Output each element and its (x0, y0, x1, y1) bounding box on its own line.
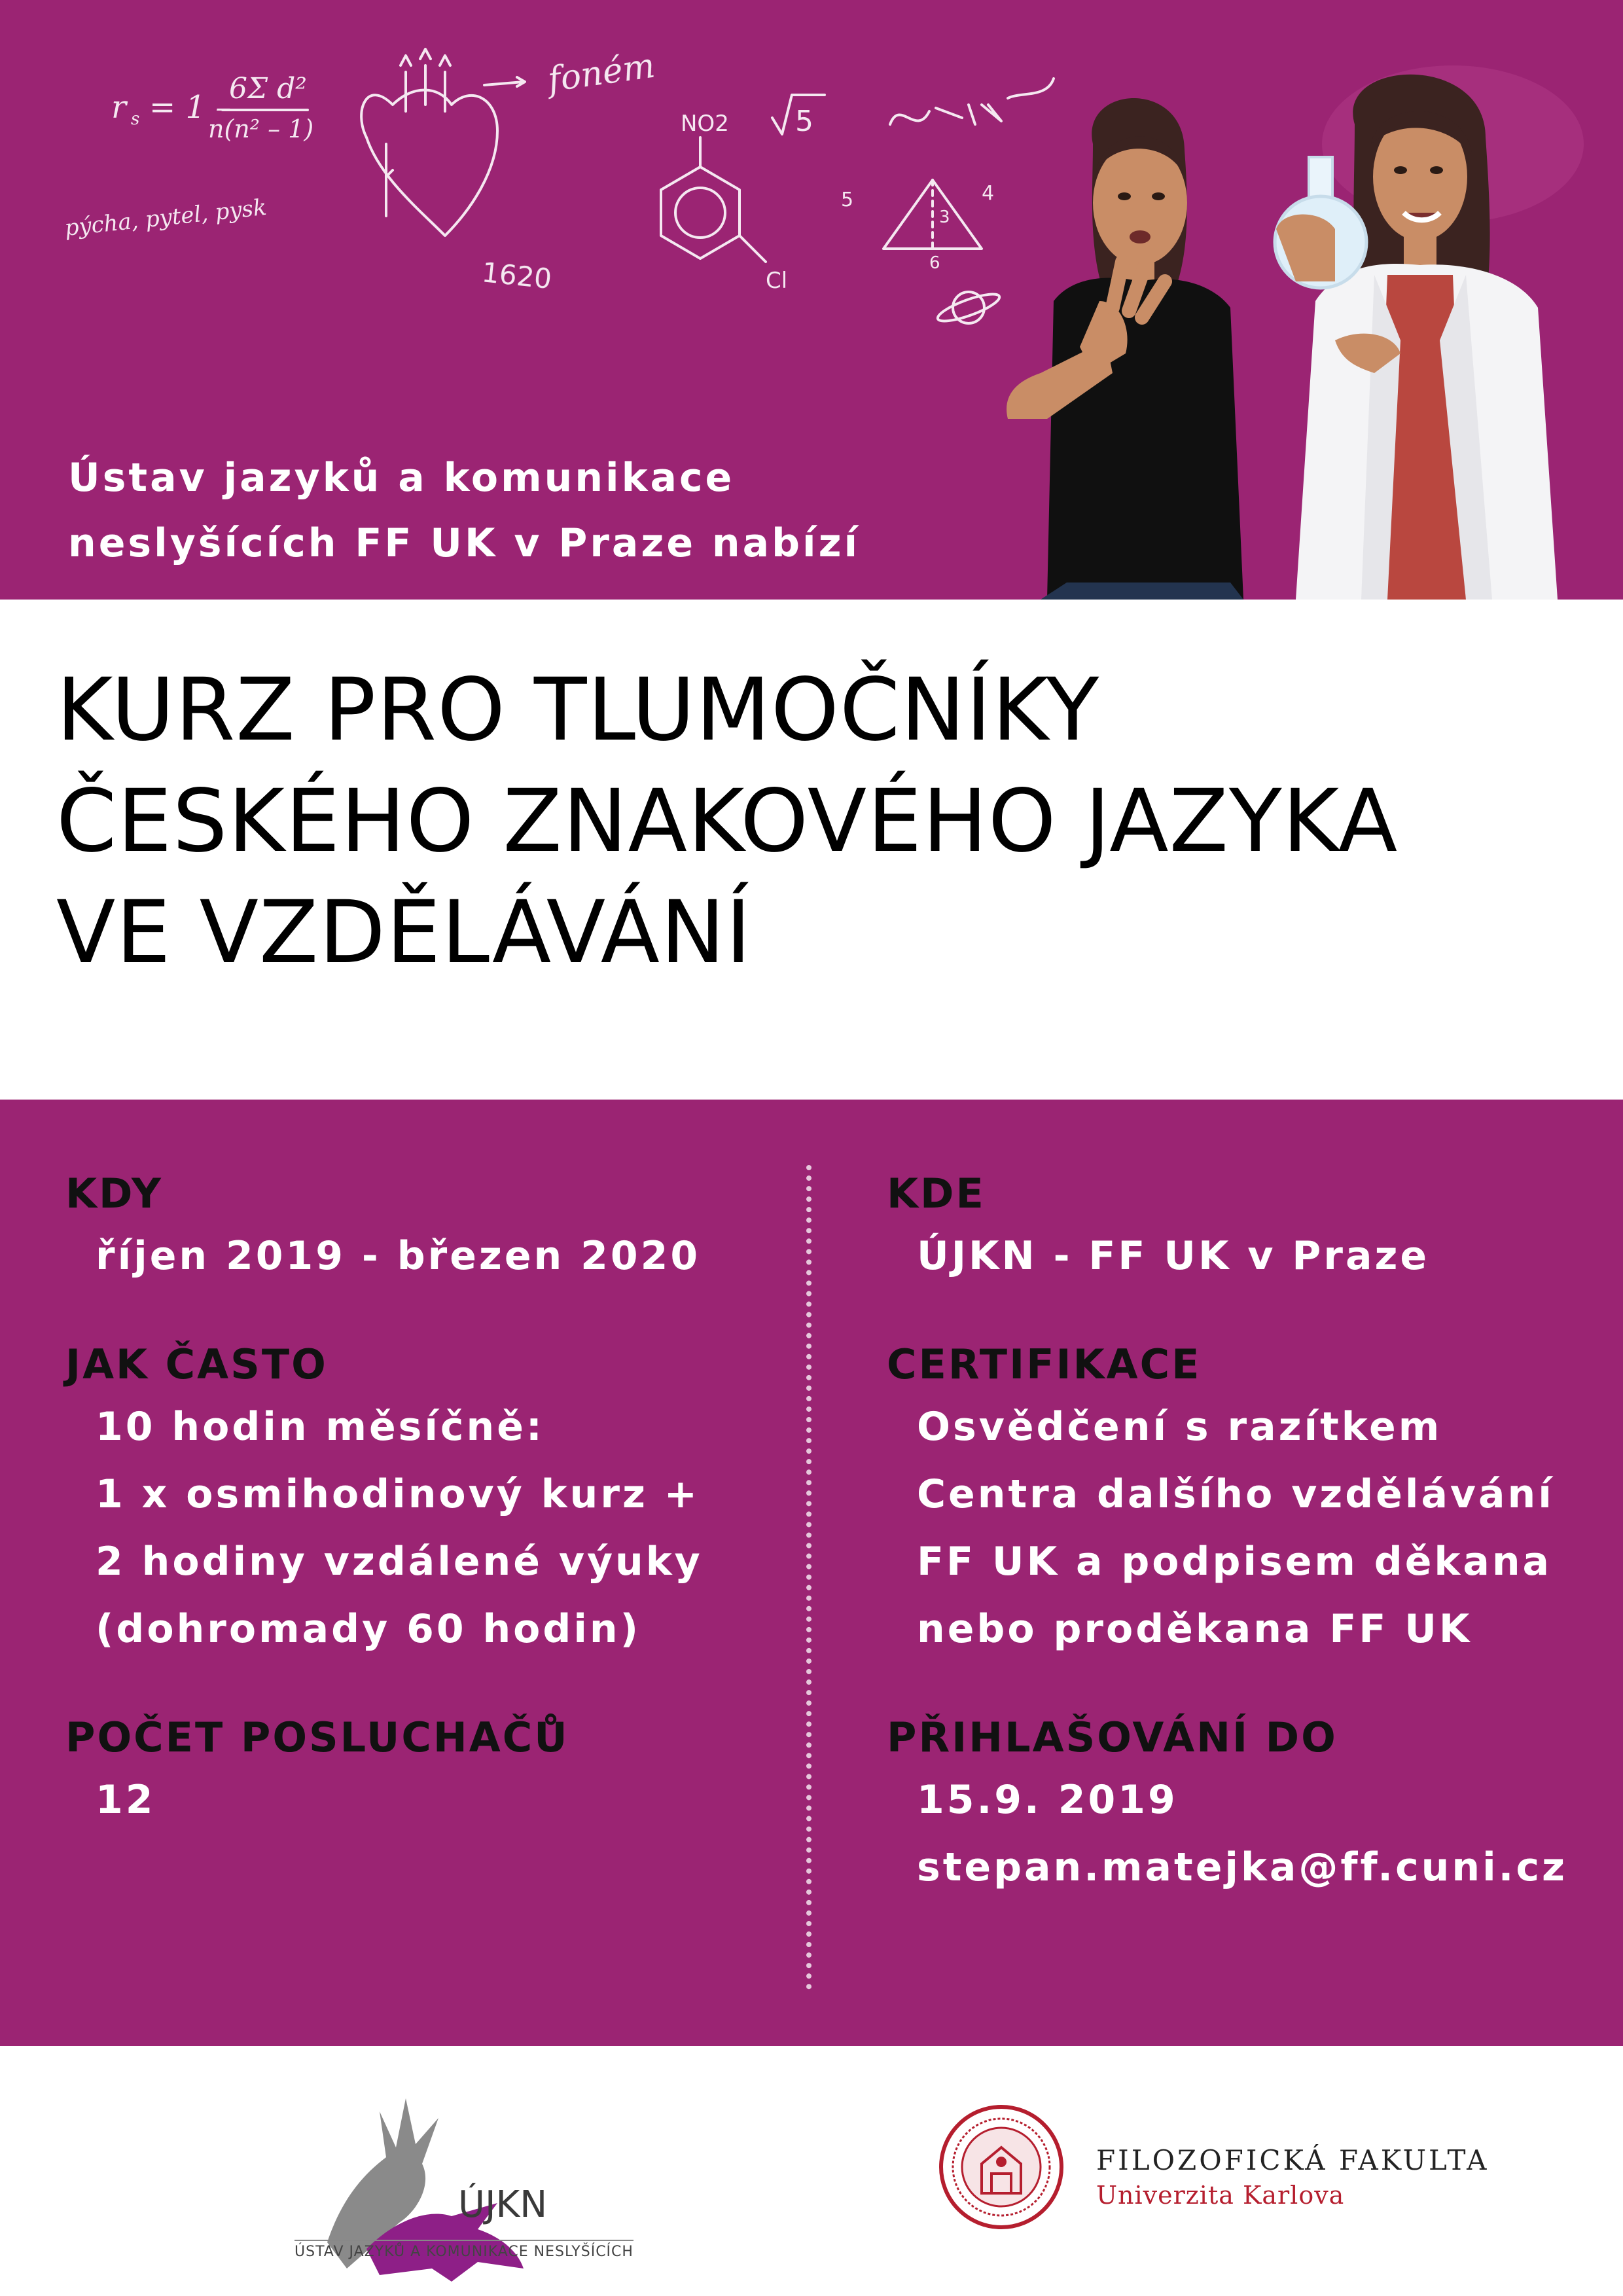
details-left-column (65, 1165, 785, 1880)
subtitle-line-1: Ústav jazyků a komunikace (68, 455, 735, 501)
university-seal-icon (936, 2102, 1067, 2233)
faculty-name: FILOZOFICKÁ FAKULTA (1096, 2144, 1489, 2176)
info-heading: PŘIHLAŠOVÁNÍ DO (887, 1713, 1338, 1761)
sketch-label-cl: Cl (766, 268, 788, 294)
svg-text:r: r (111, 89, 126, 126)
info-certification (887, 1336, 1607, 1663)
info-when (65, 1165, 785, 1290)
info-heading: JAK ČASTO (65, 1340, 328, 1388)
info-line: Centra dalšího vzdělávání (917, 1471, 1554, 1517)
svg-text:s: s (131, 109, 140, 129)
svg-text:5: 5 (795, 105, 813, 138)
title-line-3: VE VZDĚLÁVÁNÍ (56, 882, 752, 983)
info-where (887, 1165, 1607, 1290)
info-heading: KDY (65, 1170, 163, 1217)
svg-text:6Σ d²: 6Σ d² (229, 72, 307, 105)
info-line: ÚJKN - FF UK v Praze (917, 1233, 1430, 1279)
footer-logos (0, 2046, 1623, 2296)
info-line: říjen 2019 - březen 2020 (96, 1233, 701, 1279)
sketch-label-words: pýcha, pytel, pysk (63, 194, 268, 242)
column-divider (806, 1165, 812, 1990)
sketch-label-fonem: foném (545, 46, 658, 100)
details-right-column (887, 1165, 1607, 1947)
svg-text:n(n² – 1): n(n² – 1) (208, 115, 314, 143)
subtitle-line-2: neslyšících FF UK v Praze nabízí (68, 520, 861, 566)
info-heading: KDE (887, 1170, 986, 1217)
course-details-band (0, 1100, 1623, 2046)
info-line: 2 hodiny vzdálené výuky (96, 1539, 703, 1585)
heart-sketch-icon (361, 49, 525, 236)
illustration-interpreters (969, 65, 1623, 600)
svg-text:= 1 –: = 1 – (149, 89, 232, 126)
institute-offer-text (68, 445, 984, 576)
title-line-2: ČESKÉHO ZNAKOVÉHO JAZYKA (56, 771, 1399, 872)
course-title (56, 655, 1601, 988)
info-heading: CERTIFIKACE (887, 1340, 1202, 1388)
sqrt-sketch-icon (772, 95, 825, 138)
ujkn-full-name: ÚSTAV JAZYKŮ A KOMUNIKACE NESLYŠÍCÍCH (294, 2240, 633, 2260)
sketch-label-3: 3 (939, 207, 950, 227)
info-line: 10 hodin měsíčně: (96, 1404, 544, 1450)
info-participants (65, 1709, 785, 1834)
header-band (0, 0, 1623, 600)
contact-email-link[interactable]: stepan.matejka@ff.cuni.cz (917, 1844, 1567, 1890)
benzene-sketch-icon (661, 111, 787, 294)
info-line: 12 (96, 1777, 156, 1823)
sketch-label-5: 5 (841, 188, 854, 211)
sketch-label-year: 1620 (480, 256, 554, 296)
ujkn-logo-text: ÚJKN (458, 2183, 548, 2226)
woman-signing-figure (1007, 98, 1243, 600)
sketch-label-4: 4 (982, 182, 995, 205)
registration-deadline: 15.9. 2019 (917, 1777, 1178, 1823)
info-how-often (65, 1336, 785, 1663)
info-heading: POČET POSLUCHAČŮ (65, 1713, 569, 1761)
info-line: FF UK a podpisem děkana (917, 1539, 1552, 1585)
info-line: Osvědčení s razítkem (917, 1404, 1442, 1450)
info-line: 1 x osmihodinový kurz + (96, 1471, 700, 1517)
formula-icon (111, 72, 313, 143)
info-line: nebo proděkana FF UK (917, 1606, 1472, 1652)
university-name: Univerzita Karlova (1096, 2181, 1345, 2210)
sketch-label-6: 6 (929, 253, 940, 273)
info-registration (887, 1709, 1607, 1901)
info-line: (dohromady 60 hodin) (96, 1606, 641, 1652)
sketch-label-no2: NO2 (681, 111, 729, 137)
title-line-1: KURZ PRO TLUMOČNÍKY (56, 660, 1100, 761)
